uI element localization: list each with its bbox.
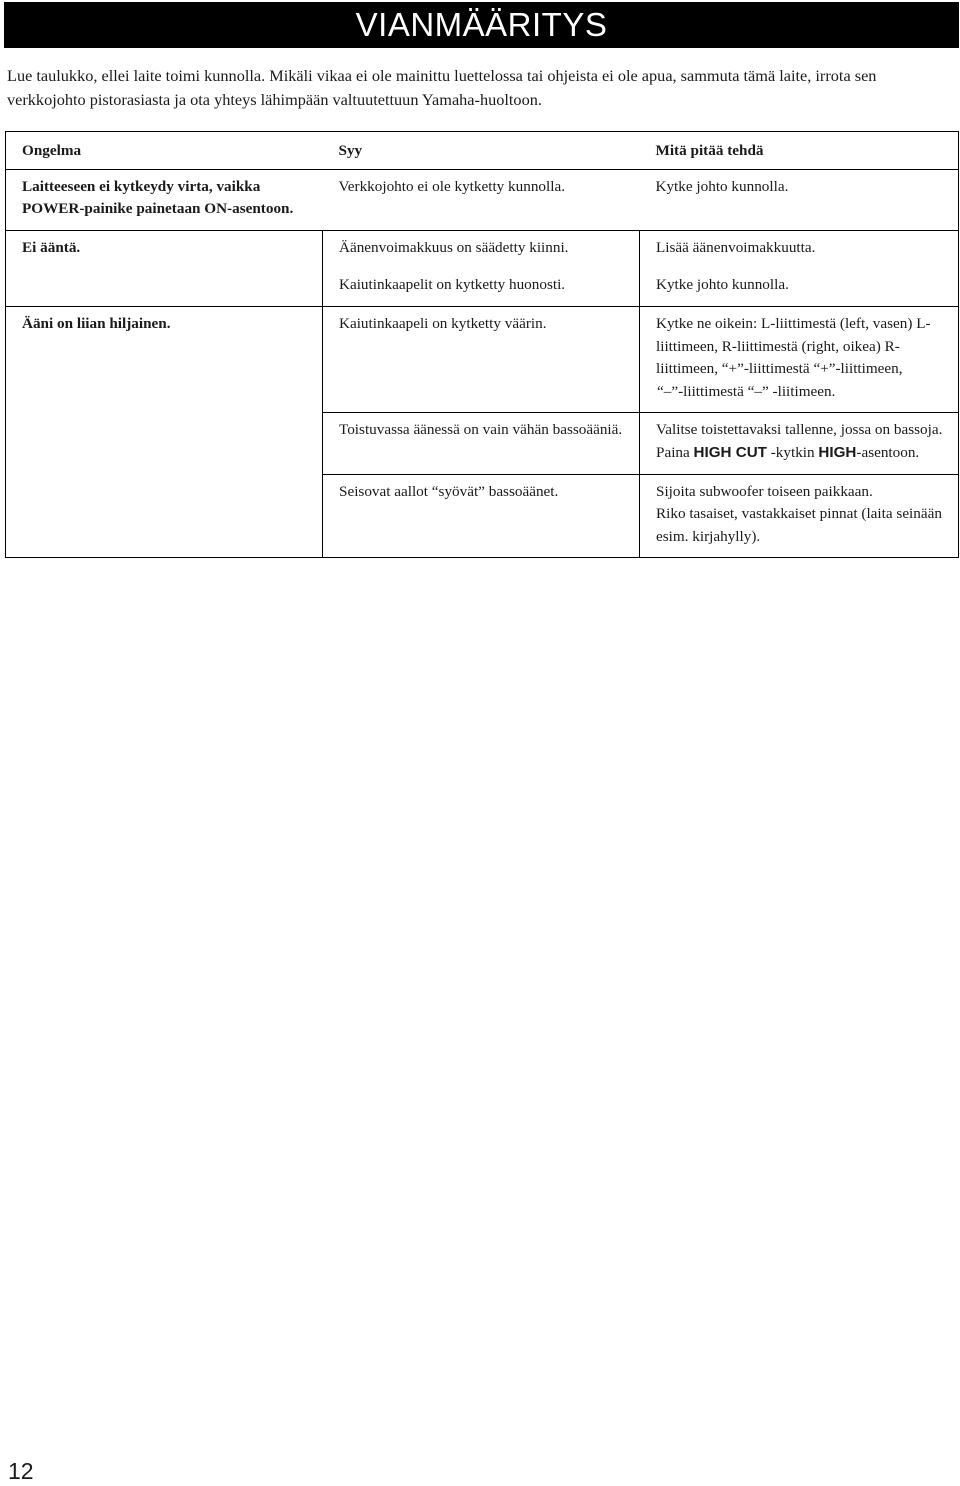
remedy-cell: Kytke johto kunnolla. (640, 169, 959, 230)
remedy-paina-text: Paina (656, 443, 690, 461)
table-row (6, 230, 959, 268)
remedy-text-line2: “–”-liittimestä “–” -liitimeen. (657, 382, 836, 400)
title-bar (4, 2, 959, 48)
troubleshooting-table (5, 131, 959, 558)
high-label: HIGH (818, 443, 857, 461)
remedy-tail-text: -asentoon. (856, 443, 920, 461)
problem-cell: Laitteeseen ei kytkeydy virta, vaikka POWER-painike painetaan ON-asentoon. (6, 169, 323, 230)
intro-paragraph: Lue taulukko, ellei laite toimi kunnolla. Mikäli vikaa ei ole mainittu luettelossa tai ohjeista ei ole apua, sammuta tämä laite, irrota sen verkkojohto pistorasiasta ja ota yhteys lähimpään valtuutettuun Yamaha-huoltoon. (7, 66, 877, 109)
cause-cell: Verkkojohto ei ole kytketty kunnolla. (323, 169, 640, 230)
remedy-text: Valitse toistettavaksi tallenne, jossa on bassoja. (656, 421, 943, 439)
table-header-row (6, 132, 959, 170)
remedy-text: Kytke ne oikein: L-liittimestä (left, vasen) L-liittimeen, R-liittimestä (right, oikea) R-liittimeen, “+”-liittimestä “+”-liittimeen, (656, 314, 931, 378)
remedy-cell: Lisää äänenvoimakkuutta. (640, 230, 959, 268)
remedy-cell (640, 413, 959, 474)
problem-cell: Ääni on liian hiljainen. (6, 306, 323, 557)
remedy-cell (640, 306, 959, 412)
remedy-cell: Kytke johto kunnolla. (640, 268, 959, 306)
cause-cell: Kaiutinkaapelit on kytketty huonosti. (323, 268, 640, 306)
remedy-kytkin-text: -kytkin (770, 443, 815, 461)
cause-cell: Kaiutinkaapeli on kytketty väärin. (323, 306, 640, 412)
header-cause: Syy (323, 132, 640, 170)
cause-cell: Seisovat aallot “syövät” bassoäänet. (323, 474, 640, 558)
page-number: 12 (8, 1458, 34, 1484)
table-row (6, 306, 959, 412)
problem-cell: Ei ääntä. (6, 230, 323, 306)
header-problem: Ongelma (6, 132, 323, 170)
page-title: VIANMÄÄRITYS (355, 6, 608, 43)
remedy-text: Sijoita subwoofer toiseen paikkaan. (656, 482, 873, 500)
cause-cell: Toistuvassa äänessä on vain vähän bassoääniä. (323, 413, 640, 474)
header-remedy: Mitä pitää tehdä (640, 132, 959, 170)
remedy-text-line2: Riko tasaiset, vastakkaiset pinnat (laita seinään esim. kirjahylly). (656, 505, 942, 545)
cause-cell: Äänenvoimakkuus on säädetty kiinni. (323, 230, 640, 268)
table-row (6, 169, 959, 230)
remedy-cell (640, 474, 959, 558)
high-cut-label: HIGH CUT (693, 443, 767, 461)
